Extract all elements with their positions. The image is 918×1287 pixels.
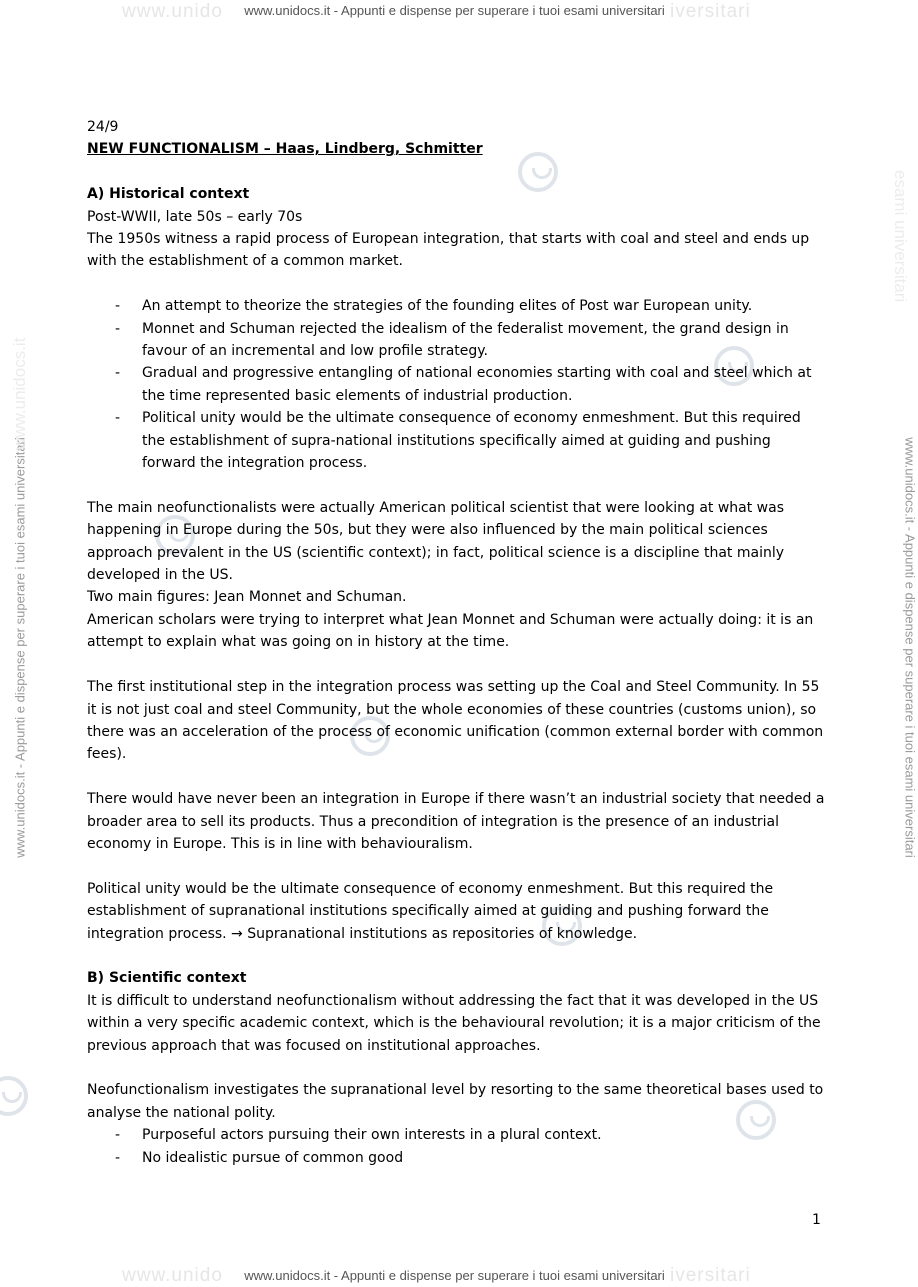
document-body: [87, 116, 827, 1169]
list-item: - An attempt to theorize the strategies of the founding elites of Post war European unity.: [87, 295, 827, 317]
paragraph-two-figures: Two main figures: Jean Monnet and Schuman.: [87, 589, 407, 606]
watermark-top: www.unidocs.it - Appunti e dispense per superare i tuoi esami universitari: [244, 3, 665, 18]
paragraph-industrial-society: There would have never been an integration in Europe if there wasn’t an industrial society that needed a broader area to sell its products. Thus a precondition of integration is the presence of an industrial economy in Europe. This is in line with behaviouralism.: [87, 791, 825, 852]
scientific-bullet-list: [87, 1124, 827, 1169]
list-item: - Purposeful actors pursuing their own interests in a plural context.: [87, 1124, 827, 1146]
paragraph-political-unity: Political unity would be the ultimate consequence of economy enmeshment. But this required the establishment of supranational institutions specifically aimed at guiding and pushing forward the integration process. → Supranational institutions as repositories of knowledge.: [87, 880, 774, 942]
watermark-bottom: www.unidocs.it - Appunti e dispense per superare i tuoi esami universitari: [244, 1268, 665, 1283]
watermark-right: www.unidocs.it - Appunti e dispense per superare i tuoi esami universitari: [902, 437, 918, 858]
paragraph-neofunctionalists: The main neofunctionalists were actually American political scientist that were looking at what was happening in Europe during the 50s, but they were also influenced by the main political sciences approach prevalent in the US (scientific context); in fact, political science is a discipline that mainly developed in the US.: [87, 499, 785, 584]
document-title: NEW FUNCTIONALISM – Haas, Lindberg, Schmitter: [87, 141, 483, 158]
paragraph-american-scholars: American scholars were trying to interpret what Jean Monnet and Schuman were actually doing: it is an attempt to explain what was going on in history at the time.: [87, 611, 814, 651]
list-item: - Political unity would be the ultimate consequence of economy enmeshment. But this required the establishment of supra-national institutions specifically aimed at guiding and pushing forward the integration process.: [87, 407, 827, 474]
unidocs-logo-icon: [0, 1076, 28, 1116]
historical-bullet-list: [87, 295, 827, 474]
paragraph-scientific-context: It is difficult to understand neofunctionalism without addressing the fact that it was developed in the US within a very specific academic context, which is the behavioural revolution; it is a major criticism of the previous approach that was focused on institutional approaches.: [87, 992, 821, 1054]
list-item: - Monnet and Schuman rejected the idealism of the federalist movement, the grand design in favour of an incremental and low profile strategy.: [87, 318, 827, 363]
watermark-ghost-right-bottom: iversitari: [670, 1265, 751, 1286]
watermark-left-ghost: www.unidocs.it: [10, 337, 29, 450]
paragraph-supranational-level: Neofunctionalism investigates the supranational level by resorting to the same theoretical bases used to analyse the national polity.: [87, 1082, 824, 1121]
period-line: Post-WWII, late 50s – early 70s: [87, 208, 303, 225]
intro-paragraph: The 1950s witness a rapid process of European integration, that starts with coal and steel and ends up with the establishment of a common market.: [87, 231, 810, 270]
section-a-heading: A) Historical context: [87, 186, 250, 203]
watermark-left: www.unidocs.it - Appunti e dispense per superare i tuoi esami universitari: [12, 437, 28, 858]
list-item: - No idealistic pursue of common good: [87, 1147, 827, 1169]
watermark-ghost-left-bottom: www.unido: [122, 1265, 223, 1286]
watermark-ghost-left: www.unido: [122, 1, 223, 22]
page-number: 1: [812, 1212, 821, 1228]
date-line: 24/9: [87, 119, 119, 135]
watermark-ghost-right: iversitari: [670, 1, 751, 22]
paragraph-coal-steel: The first institutional step in the integration process was setting up the Coal and Steel Community. In 55 it is not just coal and steel Community, but the whole economies of these countries (customs union), so there was an acceleration of the process of economic unification (common external border with common fees).: [87, 679, 824, 763]
section-b-heading: B) Scientific context: [87, 970, 247, 987]
watermark-right-ghost: esami universitari: [891, 170, 910, 303]
list-item: - Gradual and progressive entangling of national economies starting with coal and steel which at the time represented basic elements of industrial production.: [87, 362, 827, 407]
